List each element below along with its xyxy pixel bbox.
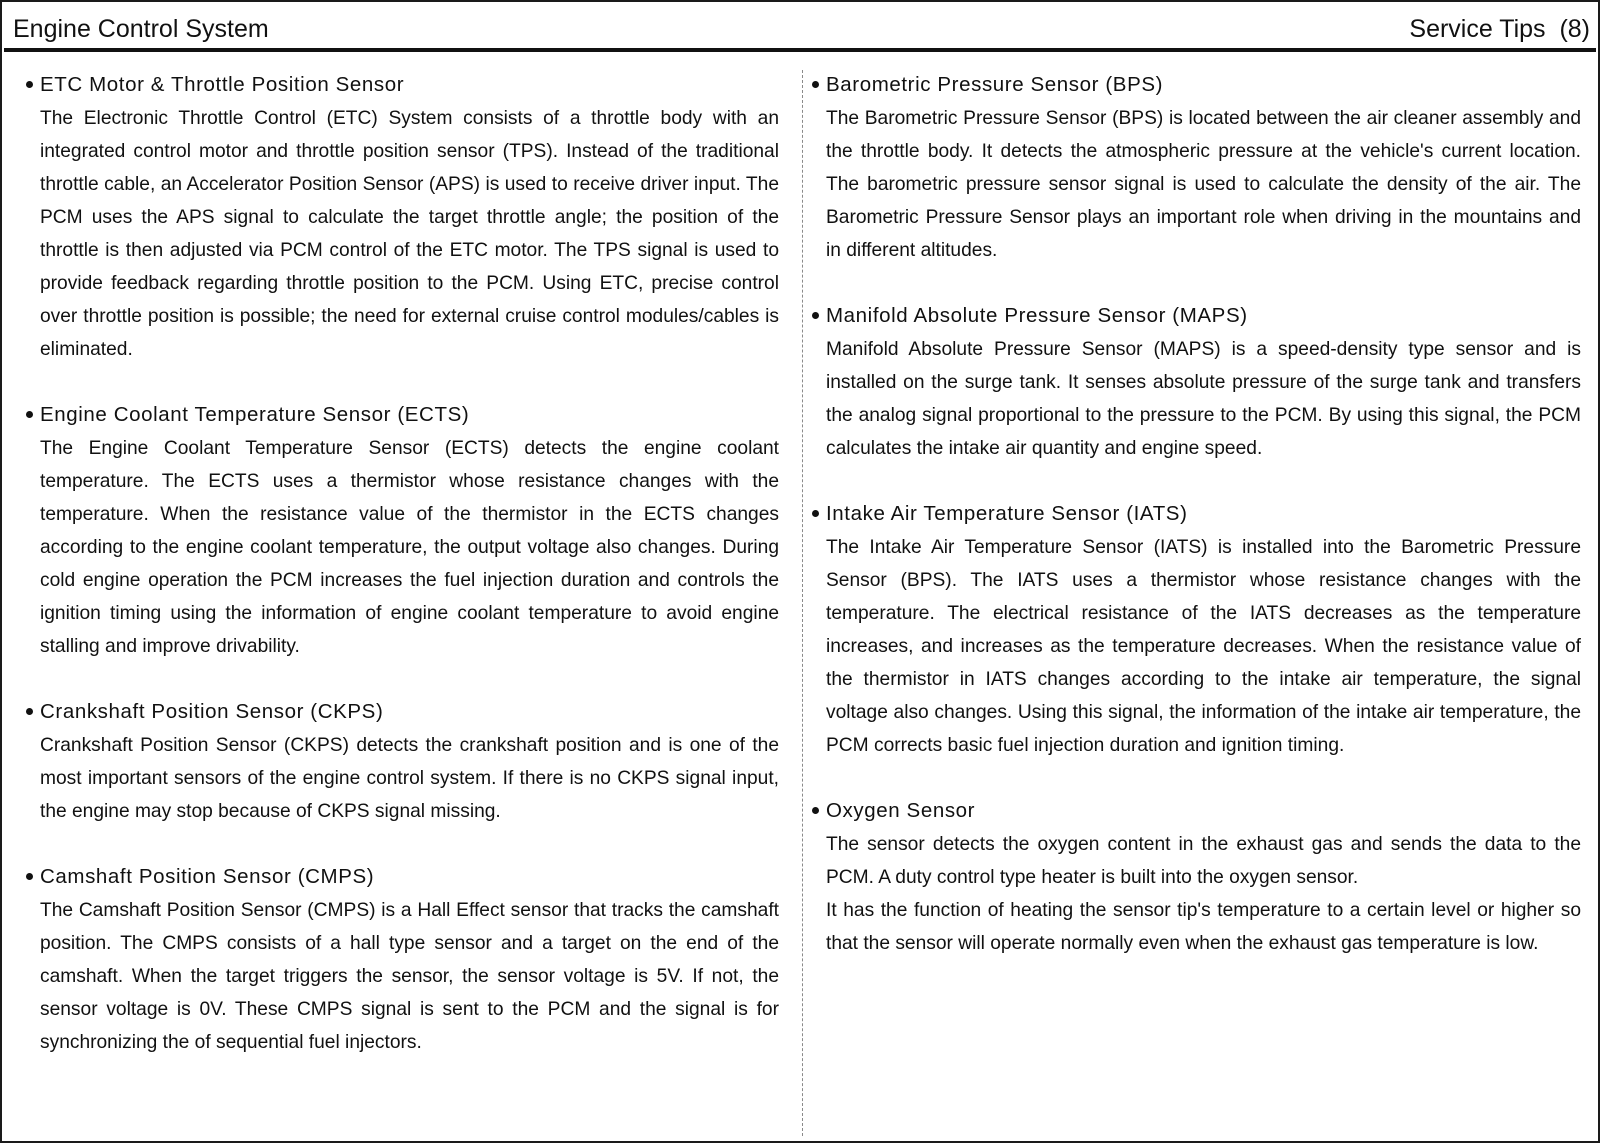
section-heading: Oxygen Sensor bbox=[826, 799, 976, 822]
section-maps bbox=[808, 299, 1581, 465]
section-etc-motor-tps bbox=[22, 68, 779, 366]
section-heading: Barometric Pressure Sensor (BPS) bbox=[826, 73, 1164, 96]
bullet-icon bbox=[808, 81, 826, 90]
section-oxygen-sensor bbox=[808, 794, 1581, 960]
bullet-icon bbox=[808, 312, 826, 321]
section-page-label: Service Tips (8) bbox=[1409, 15, 1590, 43]
section-heading: Manifold Absolute Pressure Sensor (MAPS) bbox=[826, 304, 1248, 327]
section-paragraph: The Intake Air Temperature Sensor (IATS) is installed into the Barometric Pressure Sensor (BPS). The IATS uses a thermistor whose resistance changes with the temperature. The electrical resistance of the IATS decreases as the temperature increases, and increases as the temperature decreases. When the resistance value of the thermistor in IATS changes according to the intake air temperature, the signal voltage also changes. Using this signal, the information of the intake air temperature, the PCM corrects basic fuel injection duration and ignition timing. bbox=[826, 537, 1581, 756]
section-paragraph: The Electronic Throttle Control (ETC) System consists of a throttle body with an integrated control motor and throttle position sensor (TPS). Instead of the traditional throttle cable, an Accelerator Position Sensor (APS) is used to receive driver input. The PCM uses the APS signal to calculate the target throttle angle; the position of the throttle is then adjusted via PCM control of the ETC motor. The TPS signal is used to provide feedback regarding throttle position to the PCM. Using ETC, precise control over throttle position is possible; the need for external cruise control modules/cables is eliminated. bbox=[40, 108, 779, 360]
column-divider bbox=[802, 70, 803, 1136]
section-bps bbox=[808, 68, 1581, 267]
section-cmps bbox=[22, 860, 779, 1059]
bullet-icon bbox=[22, 411, 40, 420]
bullet-icon bbox=[22, 81, 40, 90]
bullet-icon bbox=[808, 807, 826, 816]
section-paragraph: It has the function of heating the sensor tip's temperature to a certain level or higher so that the sensor will operate normally even when the exhaust gas temperature is low. bbox=[826, 900, 1581, 954]
bullet-icon bbox=[22, 708, 40, 717]
section-heading: Engine Coolant Temperature Sensor (ECTS) bbox=[40, 403, 470, 426]
page-header bbox=[4, 4, 1596, 52]
section-heading: Intake Air Temperature Sensor (IATS) bbox=[826, 502, 1188, 525]
section-paragraph: Crankshaft Position Sensor (CKPS) detects the crankshaft position and is one of the most important sensors of the engine control system. If there is no CKPS signal input, the engine may stop because of CKPS signal missing. bbox=[40, 735, 779, 822]
section-iats bbox=[808, 497, 1581, 762]
section-paragraph: The Camshaft Position Sensor (CMPS) is a Hall Effect sensor that tracks the camshaft position. The CMPS consists of a hall type sensor and a target on the end of the camshaft. When the target triggers the sensor, the sensor voltage is 5V. If not, the sensor voltage is 0V. These CMPS signal is sent to the PCM and the signal is for synchronizing the of sequential fuel injectors. bbox=[40, 900, 779, 1053]
section-paragraph: Manifold Absolute Pressure Sensor (MAPS) is a speed-density type sensor and is installed on the surge tank. It senses absolute pressure of the surge tank and transfers the analog signal proportional to the pressure to the PCM. By using this signal, the PCM calculates the intake air quantity and engine speed. bbox=[826, 339, 1581, 459]
section-heading: ETC Motor & Throttle Position Sensor bbox=[40, 73, 405, 96]
page-title: Engine Control System bbox=[13, 15, 269, 43]
bullet-icon bbox=[808, 510, 826, 519]
section-heading: Crankshaft Position Sensor (CKPS) bbox=[40, 700, 384, 723]
section-paragraph: The sensor detects the oxygen content in the exhaust gas and sends the data to the PCM. A duty control type heater is built into the oxygen sensor. bbox=[826, 834, 1581, 888]
right-column bbox=[808, 68, 1581, 992]
section-paragraph: The Engine Coolant Temperature Sensor (ECTS) detects the engine coolant temperature. The ECTS uses a thermistor whose resistance changes with the temperature. When the resistance value of the thermistor in the ECTS changes according to the engine coolant temperature, the output voltage also changes. During cold engine operation the PCM increases the fuel injection duration and controls the ignition timing using the information of engine coolant temperature to avoid engine stalling and improve drivability. bbox=[40, 438, 779, 657]
section-paragraph: The Barometric Pressure Sensor (BPS) is located between the air cleaner assembly and the throttle body. It detects the atmospheric pressure at the vehicle's current location. The barometric pressure sensor signal is used to calculate the density of the air. The Barometric Pressure Sensor plays an important role when driving in the mountains and in different altitudes. bbox=[826, 108, 1581, 261]
left-column bbox=[22, 68, 779, 1091]
section-ckps bbox=[22, 695, 779, 828]
bullet-icon bbox=[22, 873, 40, 882]
section-ects bbox=[22, 398, 779, 663]
section-heading: Camshaft Position Sensor (CMPS) bbox=[40, 865, 375, 888]
